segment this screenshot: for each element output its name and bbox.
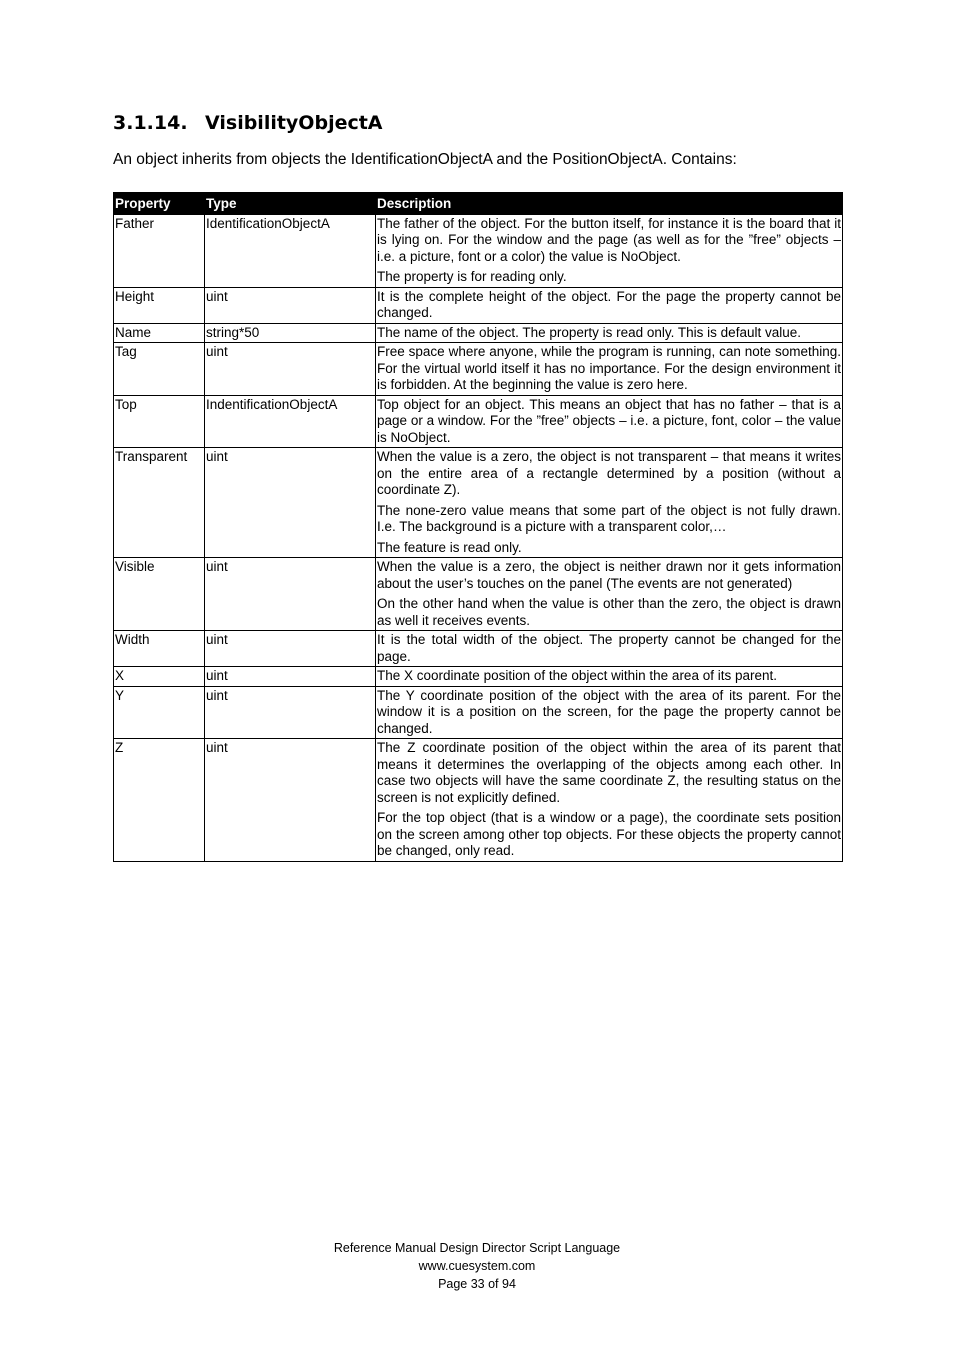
cell-description (376, 667, 843, 687)
cell-property: Z (114, 739, 205, 862)
table-row (114, 686, 843, 739)
description-paragraph: Top object for an object. This means an object that has no father – that is a page or a window. For the ”free” objects – i.e. a picture, font, color – the value is NoObject. (377, 396, 841, 445)
intro-paragraph: An object inherits from objects the IdentificationObjectA and the PositionObjectA. Contains: (113, 151, 737, 168)
table-row (114, 287, 843, 323)
section-number: 3.1.14. (113, 112, 188, 134)
cell-type: uint (205, 343, 376, 396)
table-row (114, 323, 843, 343)
cell-type: IdentificationObjectA (205, 214, 376, 287)
description-paragraph: When the value is a zero, the object is not transparent – that means it writes on the entire area of a rectangle determined by a position (without a coordinate Z). (377, 449, 841, 497)
description-paragraph: The X coordinate position of the object within the area of its parent. (377, 668, 777, 683)
description-paragraph: Free space where anyone, while the program is running, can note something. For the virtual world itself it has no importance. For the design environment it is forbidden. At the beginning the value is zero here. (377, 344, 841, 392)
table-row (114, 448, 843, 558)
cell-description (376, 343, 843, 396)
description-paragraph: The Y coordinate position of the object with the area of its parent. For the window it is a position on the screen, for the page the property cannot be changed. (377, 687, 841, 736)
table-row (114, 667, 843, 687)
cell-property: Y (114, 686, 205, 739)
cell-description (376, 323, 843, 343)
table-row (114, 395, 843, 448)
cell-type: IndentificationObjectA (205, 395, 376, 448)
description-paragraph: It is the complete height of the object. For the page the property cannot be changed. (377, 288, 841, 320)
cell-type: uint (205, 631, 376, 667)
header-description: Description (376, 193, 843, 215)
description-paragraph: When the value is a zero, the object is neither drawn nor it gets information about the user’s touches on the panel (The events are not generated) (377, 559, 841, 591)
table-row (114, 214, 843, 287)
cell-description (376, 558, 843, 631)
description-paragraph: The name of the object. The property is read only. This is default value. (377, 324, 801, 340)
cell-property: Visible (114, 558, 205, 631)
description-paragraph: The none-zero value means that some part of the object is not fully drawn. I.e. The background is a picture with a transparent color,… (377, 502, 841, 534)
cell-property: Height (114, 287, 205, 323)
cell-description (376, 631, 843, 667)
cell-description (376, 287, 843, 323)
cell-description (376, 448, 843, 558)
section-title: VisibilityObjectA (205, 112, 383, 134)
table-row (114, 558, 843, 631)
table-row (114, 739, 843, 862)
cell-description (376, 214, 843, 287)
footer-website: www.cuesystem.com (418, 1259, 536, 1273)
cell-type: uint (205, 667, 376, 687)
description-paragraph: The father of the object. For the button itself, for instance it is the board that it is lying on. For the window and the page (as well as for the ”free” objects – i.e. a picture, font or a color) the value is NoObject. (377, 215, 841, 264)
page-footer (0, 1239, 954, 1293)
cell-property: Tag (114, 343, 205, 396)
cell-property: X (114, 667, 205, 687)
description-paragraph: The property is for reading only. (377, 269, 567, 284)
header-type: Type (205, 193, 376, 215)
cell-type: uint (205, 558, 376, 631)
cell-type: uint (205, 686, 376, 739)
description-paragraph: The Z coordinate position of the object within the area of its parent that means it determines the overlapping of the objects among each other. In case two objects will have the same coordinate Z, the resulting status on the screen is not explicitly defined. (377, 740, 841, 805)
header-property: Property (114, 193, 205, 215)
cell-type: uint (205, 448, 376, 558)
description-paragraph: For the top object (that is a window or a page), the coordinate sets position on the screen among other top objects. For these objects the property cannot be changed, only read. (377, 810, 841, 858)
cell-type: string*50 (205, 323, 376, 343)
cell-property: Name (114, 323, 205, 343)
cell-description (376, 739, 843, 862)
cell-description (376, 395, 843, 448)
table-row (114, 631, 843, 667)
cell-property: Transparent (114, 448, 205, 558)
cell-description (376, 686, 843, 739)
cell-property: Width (114, 631, 205, 667)
table-header-row (114, 193, 843, 215)
properties-table (113, 192, 843, 862)
footer-page-number: Page 33 of 94 (438, 1277, 516, 1291)
table-body (114, 214, 843, 861)
description-paragraph: It is the total width of the object. The property cannot be changed for the page. (377, 632, 841, 664)
cell-type: uint (205, 739, 376, 862)
table-row (114, 343, 843, 396)
cell-property: Top (114, 395, 205, 448)
description-paragraph: The feature is read only. (377, 539, 522, 555)
cell-property: Father (114, 214, 205, 287)
description-paragraph: On the other hand when the value is other than the zero, the object is drawn as well it receives events. (377, 596, 841, 628)
section-heading (113, 112, 383, 134)
footer-manual-title: Reference Manual Design Director Script Language (333, 1241, 621, 1255)
cell-type: uint (205, 287, 376, 323)
